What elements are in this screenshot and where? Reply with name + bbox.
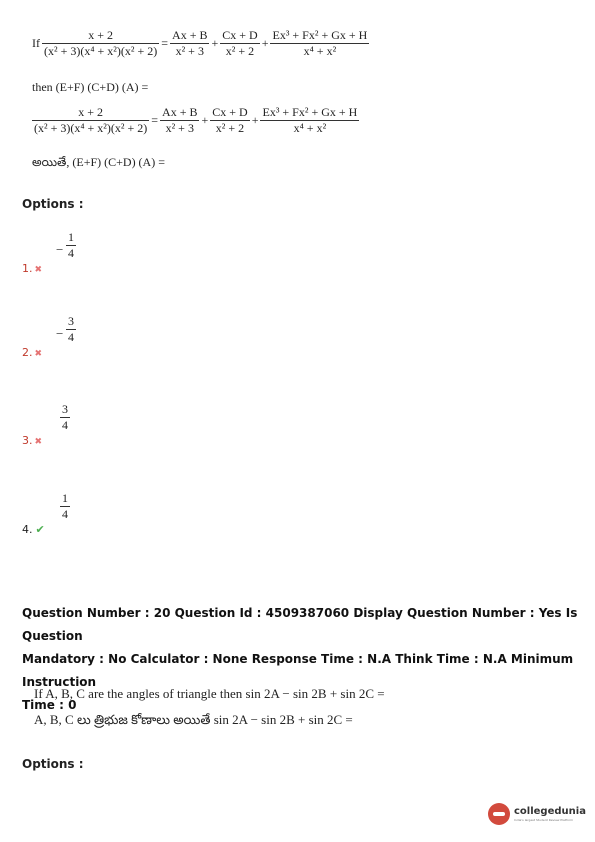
logo-mascot-icon [488, 803, 510, 825]
option-number [22, 434, 42, 447]
term2-fraction [210, 105, 249, 136]
cross-icon: ✖ [34, 437, 43, 447]
option-number [22, 262, 42, 275]
plus-sign: + [251, 113, 259, 127]
options-heading: Options : [22, 197, 84, 211]
term3-numerator: Ex³ + Fx² + Gx + H [262, 105, 358, 119]
option-numerator: 1 [62, 491, 68, 505]
term3-denominator: x⁴ + x² [293, 121, 327, 135]
plus-sign: + [211, 36, 219, 50]
equals-sign: = [151, 113, 159, 127]
then-line: then (E+F) (C+D) (A) = [32, 80, 149, 94]
term2-numerator: Cx + D [212, 105, 248, 119]
option-4[interactable] [22, 489, 112, 539]
cross-icon: ✖ [34, 349, 43, 359]
term3-numerator: Ex³ + Fx² + Gx + H [272, 28, 368, 42]
term1-fraction [160, 105, 199, 136]
term2-denominator: x² + 2 [215, 121, 245, 135]
option-number [22, 346, 42, 359]
term1-numerator: Ax + B [162, 105, 198, 119]
question-equation-english [32, 28, 369, 59]
metadata-line-3: Time : 0 [22, 698, 77, 712]
lhs-fraction [32, 105, 149, 136]
option-1[interactable] [22, 228, 112, 278]
option-fraction [66, 314, 76, 345]
term1-fraction [170, 28, 209, 59]
term3-fraction [260, 105, 359, 136]
term2-fraction [220, 28, 259, 59]
option-number [22, 523, 45, 536]
term3-fraction [270, 28, 369, 59]
question-equation-telugu [32, 105, 359, 136]
option-number-text: 4. [22, 523, 33, 536]
logo-tagline: India's largest Student Review Platform [514, 817, 574, 822]
equals-sign: = [161, 36, 169, 50]
option-denominator: 4 [68, 246, 74, 260]
term2-denominator: x² + 2 [225, 44, 255, 58]
option-denominator: 4 [62, 418, 68, 432]
option-fraction [66, 230, 76, 261]
telugu-then-line: అయితే, (E+F) (C+D) (A) = [32, 155, 165, 169]
lhs-denominator: (x² + 3)(x⁴ + x²)(x² + 2) [44, 44, 158, 58]
lhs-denominator: (x² + 3)(x⁴ + x²)(x² + 2) [34, 121, 148, 135]
option-sign: − [56, 242, 64, 257]
option-fraction [60, 491, 70, 522]
term1-numerator: Ax + B [172, 28, 208, 42]
option-numerator: 1 [68, 230, 74, 244]
term1-denominator: x² + 3 [165, 121, 194, 135]
plus-sign: + [201, 113, 209, 127]
if-word: If [32, 36, 40, 50]
lhs-numerator: x + 2 [88, 28, 114, 42]
plus-sign: + [261, 36, 269, 50]
option-denominator: 4 [68, 330, 74, 344]
check-icon: ✔ [35, 523, 45, 536]
option-number-text: 2. [22, 346, 33, 359]
metadata-line-2: Mandatory : No Calculator : None Response Time : N.A Think Time : N.A Minimum Instruction [22, 652, 574, 689]
term2-numerator: Cx + D [222, 28, 258, 42]
option-denominator: 4 [62, 507, 68, 521]
logo-text: collegedunia [514, 805, 586, 817]
option-numerator: 3 [68, 314, 74, 328]
options-heading-2: Options : [22, 757, 84, 771]
term3-denominator: x⁴ + x² [303, 44, 337, 58]
option-sign: − [56, 326, 64, 341]
collegedunia-logo [488, 803, 586, 825]
question-20-english: If A, B, C are the angles of triangle then sin 2A − sin 2B + sin 2C = [34, 686, 385, 701]
option-3[interactable] [22, 400, 112, 450]
option-2[interactable] [22, 312, 112, 362]
metadata-line-1: Question Number : 20 Question Id : 4509387060 Display Question Number : Yes Is Question [22, 606, 578, 643]
term1-denominator: x² + 3 [175, 44, 204, 58]
cross-icon: ✖ [34, 265, 43, 275]
question-20-telugu: A, B, C లు త్రిభుజ కోణాలు అయితే sin 2A − sin 2B + sin 2C = [34, 712, 353, 727]
option-number-text: 1. [22, 262, 33, 275]
lhs-fraction [42, 28, 159, 59]
lhs-numerator: x + 2 [78, 105, 104, 119]
option-number-text: 3. [22, 434, 33, 447]
option-numerator: 3 [62, 402, 68, 416]
option-fraction [60, 402, 70, 433]
